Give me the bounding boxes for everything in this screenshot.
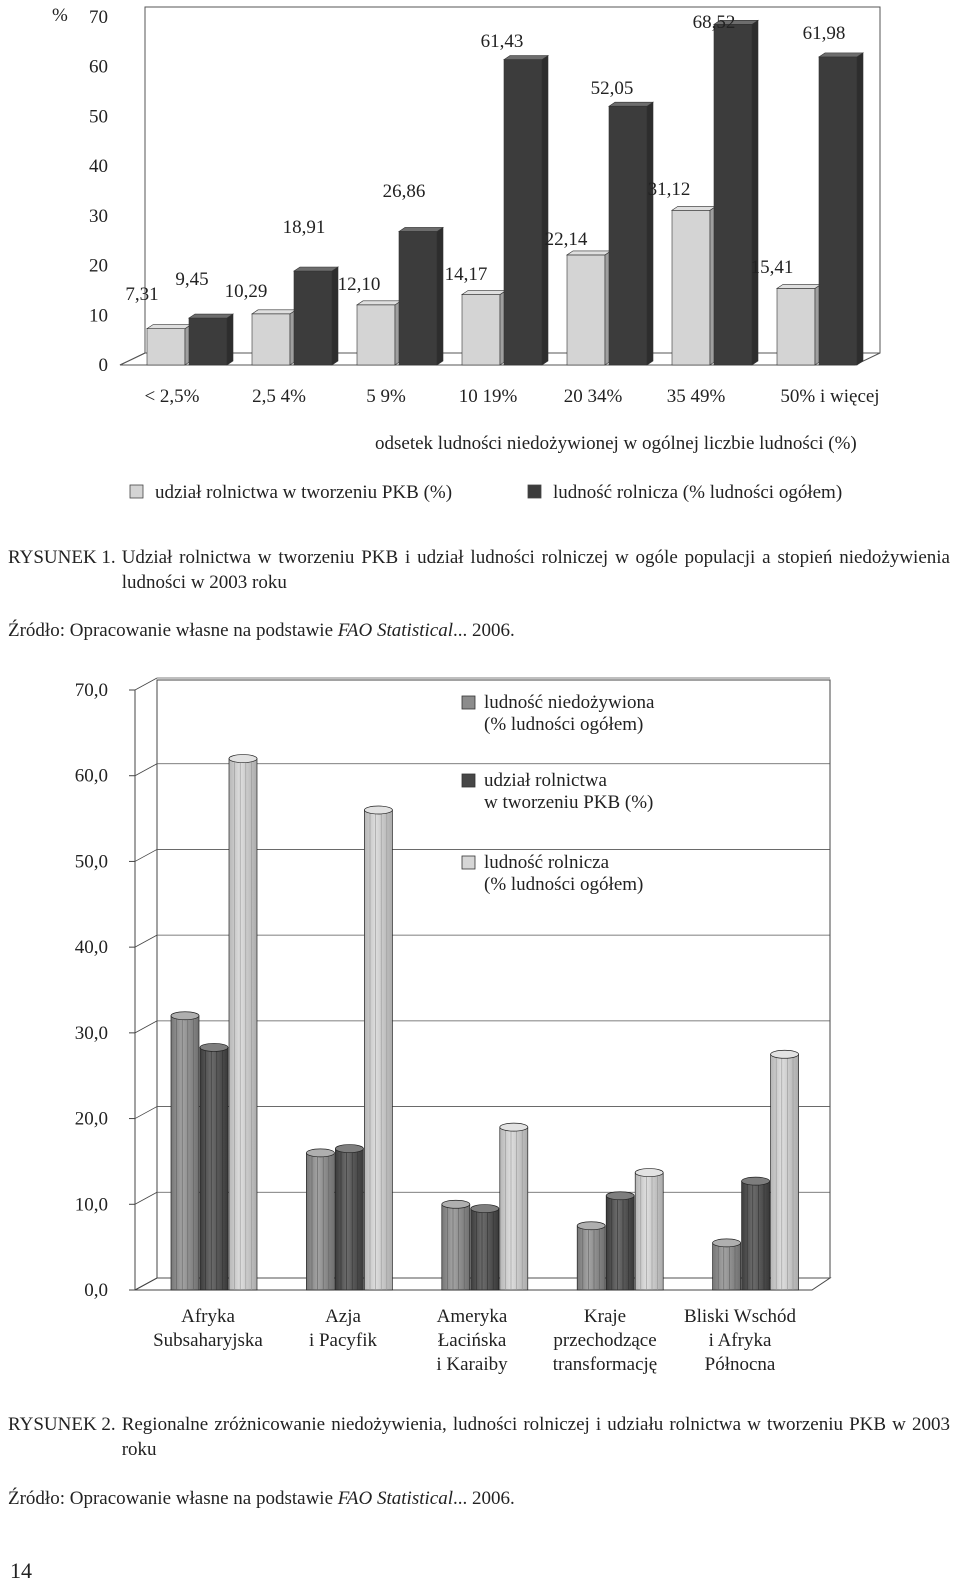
bar	[399, 231, 437, 365]
bar	[504, 60, 542, 365]
bar	[189, 318, 227, 365]
data-label: 15,41	[750, 257, 794, 278]
y-tick-label: 40	[89, 156, 108, 178]
category-label: < 2,5%	[144, 386, 200, 407]
y-tick-label: 50	[89, 106, 108, 128]
figure-2-source-title: FAO Statistical	[337, 1488, 453, 1509]
category-label: Ameryka	[436, 1306, 508, 1327]
bar	[635, 1173, 663, 1290]
bar-side	[542, 56, 548, 365]
bar-top	[364, 806, 392, 814]
grid-diagonal	[135, 1107, 157, 1119]
bar	[471, 1209, 499, 1290]
figure-2-caption	[8, 1412, 950, 1462]
bar	[294, 271, 332, 365]
y-tick-label: 0	[98, 355, 108, 376]
bar	[672, 210, 710, 365]
category-label: Subsaharyjska	[153, 1330, 263, 1351]
category-label: Północna	[704, 1354, 776, 1375]
bar	[742, 1181, 770, 1290]
bar	[171, 1016, 199, 1290]
y-tick-label: 60,0	[74, 765, 108, 787]
figure-2-source-suffix: ... 2006.	[453, 1488, 515, 1509]
category-label: 20 34%	[563, 386, 623, 407]
bar-top	[777, 284, 821, 288]
legend-swatch	[130, 485, 143, 498]
bar	[771, 1054, 799, 1290]
category-label: transformację	[552, 1354, 658, 1375]
data-label: 10,29	[224, 281, 268, 302]
grid-diagonal	[135, 1278, 157, 1290]
bar	[442, 1204, 470, 1290]
figure-2-caption-text: Regionalne zróżnicowanie niedożywienia, ludności rolniczej i udziału rolnictwa w tworzeniu PKB w 2003 roku	[121, 1414, 950, 1460]
bar	[577, 1226, 605, 1290]
data-label: 61,43	[480, 31, 524, 52]
bar	[357, 305, 395, 365]
data-label: 18,91	[282, 217, 326, 238]
bar-side	[647, 102, 653, 365]
category-label: Kraje	[583, 1306, 627, 1327]
category-label: i Afryka	[708, 1330, 772, 1351]
bar-top	[819, 53, 863, 57]
bar	[714, 24, 752, 365]
bar-top	[335, 1145, 363, 1153]
bar-top	[577, 1222, 605, 1230]
y-axis-label: %	[52, 5, 68, 26]
bar	[819, 57, 857, 365]
bar-top	[229, 755, 257, 763]
grid-diagonal	[135, 849, 157, 861]
legend-label: (% ludności ogółem)	[484, 874, 644, 895]
y-tick-label: 0,0	[84, 1280, 108, 1301]
legend-swatch	[462, 856, 475, 869]
bar	[335, 1149, 363, 1290]
legend-label: ludność rolnicza	[484, 852, 610, 873]
data-label: 7,31	[125, 284, 159, 305]
bar	[462, 295, 500, 365]
bar	[200, 1047, 228, 1290]
data-label: 68,52	[692, 12, 736, 33]
bar-top	[442, 1200, 470, 1208]
bar-top	[471, 1205, 499, 1213]
bar-top	[462, 291, 506, 295]
category-label: Łacińska	[437, 1330, 507, 1351]
bar	[500, 1127, 528, 1290]
legend-swatch	[462, 774, 475, 787]
bar	[252, 314, 290, 365]
category-label: przechodzące	[553, 1330, 657, 1351]
y-tick-label: 70,0	[74, 680, 108, 701]
category-label: 10 19%	[458, 386, 518, 407]
data-label: 26,86	[382, 181, 426, 202]
bar-top	[200, 1043, 228, 1051]
legend-label: ludność rolnicza (% ludności ogółem)	[553, 482, 843, 503]
category-label: Afryka	[181, 1306, 235, 1327]
y-tick-label: 20,0	[74, 1108, 108, 1130]
legend-label: udział rolnictwa w tworzeniu PKB (%)	[155, 482, 453, 503]
figure-2-source-prefix: Źródło: Opracowanie własne na podstawie	[8, 1488, 334, 1509]
category-label: i Pacyfik	[308, 1330, 378, 1351]
y-tick-label: 20	[89, 255, 108, 277]
figure-1-source-prefix: Źródło: Opracowanie własne na podstawie	[8, 620, 334, 641]
bar-top	[672, 206, 716, 210]
y-tick-label: 50,0	[74, 851, 108, 873]
bar-top	[742, 1177, 770, 1185]
legend-swatch	[462, 696, 475, 709]
grid-diagonal	[135, 764, 157, 776]
figure-1-source-suffix: ... 2006.	[453, 620, 515, 641]
bar-top	[399, 227, 443, 231]
category-label: 2,5 4%	[252, 386, 306, 407]
data-label: 12,10	[337, 274, 381, 295]
bar	[777, 288, 815, 365]
bar-top	[171, 1012, 199, 1020]
page-number: 14	[10, 1558, 32, 1583]
bar	[609, 106, 647, 365]
category-label: 35 49%	[666, 386, 726, 407]
category-label: Bliski Wschód	[683, 1306, 797, 1327]
data-label: 31,12	[647, 179, 691, 200]
figure-1-caption	[8, 545, 950, 595]
bar-side	[437, 227, 443, 365]
legend-label: (% ludności ogółem)	[484, 714, 644, 735]
data-label: 14,17	[444, 264, 488, 285]
bar-top	[357, 301, 401, 305]
bar	[567, 255, 605, 365]
bar	[606, 1196, 634, 1290]
y-tick-label: 70	[89, 7, 108, 28]
category-label: Azja	[325, 1306, 361, 1327]
grid-diagonal	[135, 678, 157, 690]
legend-swatch	[528, 485, 541, 498]
bar-top	[500, 1123, 528, 1131]
bar	[306, 1153, 334, 1290]
bar-top	[635, 1169, 663, 1177]
chart-1	[0, 0, 960, 515]
figure-2-source	[8, 1488, 515, 1510]
grid-diagonal	[135, 1021, 157, 1033]
bar-top	[771, 1050, 799, 1058]
bar-top	[609, 102, 653, 106]
figure-2-caption-label: RYSUNEK 2.	[8, 1414, 116, 1435]
figure-1-caption-label: RYSUNEK 1.	[8, 547, 116, 568]
legend-label: ludność niedożywiona	[484, 692, 655, 713]
bar-side	[857, 53, 863, 365]
figure-1-source	[8, 620, 515, 642]
bar-top	[306, 1149, 334, 1157]
grid-diagonal	[135, 935, 157, 947]
grid-diagonal	[135, 1192, 157, 1204]
bar-side	[227, 314, 233, 365]
bar-top	[504, 56, 548, 60]
bar-top	[713, 1239, 741, 1247]
category-label: 50% i więcej	[780, 386, 880, 407]
bar-top	[147, 325, 191, 329]
legend-label: udział rolnictwa	[484, 770, 607, 791]
bar-top	[567, 251, 611, 255]
category-label: i Karaiby	[436, 1354, 508, 1375]
bar-top	[294, 267, 338, 271]
bar	[229, 759, 257, 1290]
y-tick-label: 60	[89, 56, 108, 78]
chart-2	[0, 670, 960, 1390]
floor-edge	[120, 353, 145, 365]
category-label: 5 9%	[366, 386, 406, 407]
y-tick-label: 40,0	[74, 937, 108, 959]
bar-top	[606, 1192, 634, 1200]
data-label: 9,45	[175, 269, 209, 290]
y-tick-label: 10,0	[74, 1194, 108, 1216]
y-tick-label: 30,0	[74, 1022, 108, 1044]
x-axis-title: odsetek ludności niedożywionej w ogólnej liczbie ludności (%)	[375, 433, 857, 454]
data-label: 22,14	[544, 229, 588, 250]
bar-side	[752, 20, 758, 365]
bar	[364, 810, 392, 1290]
figure-1-caption-text: Udział rolnictwa w tworzeniu PKB i udział ludności rolniczej w ogóle populacji a stopień niedożywienia ludności w 2003 roku	[121, 547, 950, 593]
bar-top	[252, 310, 296, 314]
bar	[713, 1243, 741, 1290]
data-label: 52,05	[590, 78, 634, 99]
data-label: 61,98	[802, 23, 846, 44]
bar	[147, 329, 185, 365]
figure-1-source-title: FAO Statistical	[337, 620, 453, 641]
y-tick-label: 10	[89, 305, 108, 327]
bar-top	[189, 314, 233, 318]
y-tick-label: 30	[89, 205, 108, 227]
legend-label: w tworzeniu PKB (%)	[484, 792, 654, 813]
